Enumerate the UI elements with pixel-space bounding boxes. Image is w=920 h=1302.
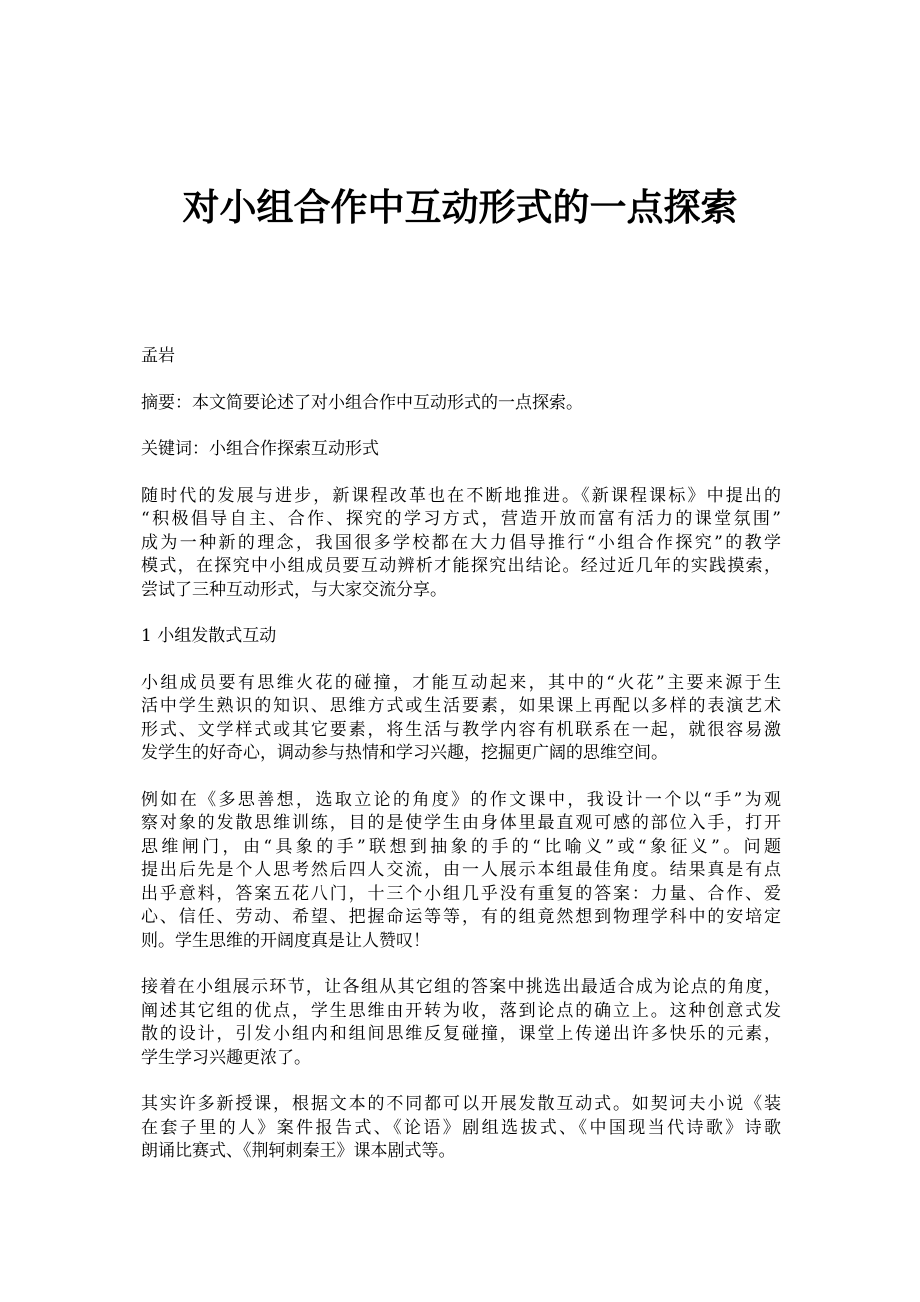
text-line: 学生学习兴趣更浓了。 (141, 1047, 311, 1068)
text-line: “积极倡导自主、合作、探究的学习方式，营造开放而富有活力的课堂氛围” (141, 509, 781, 529)
text-line: 散的设计，引发小组内和组间思维反复碰撞，课堂上传递出许多快乐的元素， (141, 1024, 781, 1044)
text-line: 活中学生熟识的知识、思维方式或生活要素，如果课上再配以多样的表演艺术 (141, 696, 781, 716)
abstract-line: 摘要：本文简要论述了对小组合作中互动形式的一点探索。 (141, 392, 583, 413)
text-line: 成为一种新的理念，我国很多学校都在大力倡导推行“小组合作探究”的教学 (141, 532, 781, 553)
text-line: 接着在小组展示环节，让各组从其它组的答案中挑选出最适合成为论点的角度， (141, 977, 781, 997)
text-line: 出乎意料，答案五花八门，十三个小组几乎没有重复的答案：力量、合作、爱 (141, 883, 781, 904)
text-line: 则。学生思维的开阔度真是让人赞叹！ (141, 930, 430, 951)
text-line: 朗诵比赛式、《荆轲刺秦王》课本剧式等。 (141, 1141, 456, 1161)
text-line: 发学生的好奇心，调动参与热情和学习兴趣，挖掘更广阔的思维空间。 (141, 743, 668, 763)
text-line: 模式，在探究中小组成员要互动辨析才能探究出结论。经过近几年的实践摸索， (141, 556, 781, 576)
text-line: 形式、文学样式或其它要素，将生活与教学内容有机联系在一起，就很容易激 (141, 719, 781, 740)
section-heading: 1 小组发散式互动 (141, 626, 277, 646)
text-line: 提出后先是个人思考然后四人交流，由一人展示本组最佳角度。结果真是有点 (141, 860, 781, 880)
text-line: 小组成员要有思维火花的碰撞，才能互动起来，其中的“火花”主要来源于生 (141, 672, 781, 693)
text-line: 心、信任、劳动、希望、把握命运等等，有的组竟然想到物理学科中的安培定 (141, 907, 781, 927)
document-title: 对小组合作中互动形式的一点探索 (182, 185, 738, 229)
author-line: 孟岩 (141, 346, 175, 366)
body-paragraph (141, 672, 781, 766)
text-line: 其实许多新授课，根据文本的不同都可以开展发散互动式。如契诃夫小说《装 (141, 1094, 781, 1114)
text-line: 察对象的发散思维训练，目的是使学生由身体里最直观可感的部位入手，打开 (141, 813, 781, 833)
text-line: 随时代的发展与进步，新课程改革也在不断地推进。《新课程课标》中提出的 (141, 485, 781, 506)
body-paragraph (141, 976, 781, 1070)
text-line: 思维闸门，由“具象的手”联想到抽象的手的“比喻义”或“象征义”。问题 (141, 836, 781, 857)
document-body (141, 345, 781, 1187)
text-line: 在套子里的人》案件报告式、《论语》剧组选拔式、《中国现当代诗歌》诗歌 (141, 1117, 781, 1138)
intro-paragraph (141, 485, 781, 603)
body-paragraph (141, 1093, 781, 1164)
text-line: 例如在《多思善想，选取立论的角度》的作文课中，我设计一个以“手”为观 (141, 789, 781, 810)
body-paragraph (141, 789, 781, 954)
text-line: 尝试了三种互动形式，与大家交流分享。 (141, 579, 447, 600)
text-line: 阐述其它组的优点，学生思维由开转为收，落到论点的确立上。这种创意式发 (141, 1000, 781, 1021)
keywords-line: 关键词：小组合作探索互动形式 (141, 439, 379, 459)
